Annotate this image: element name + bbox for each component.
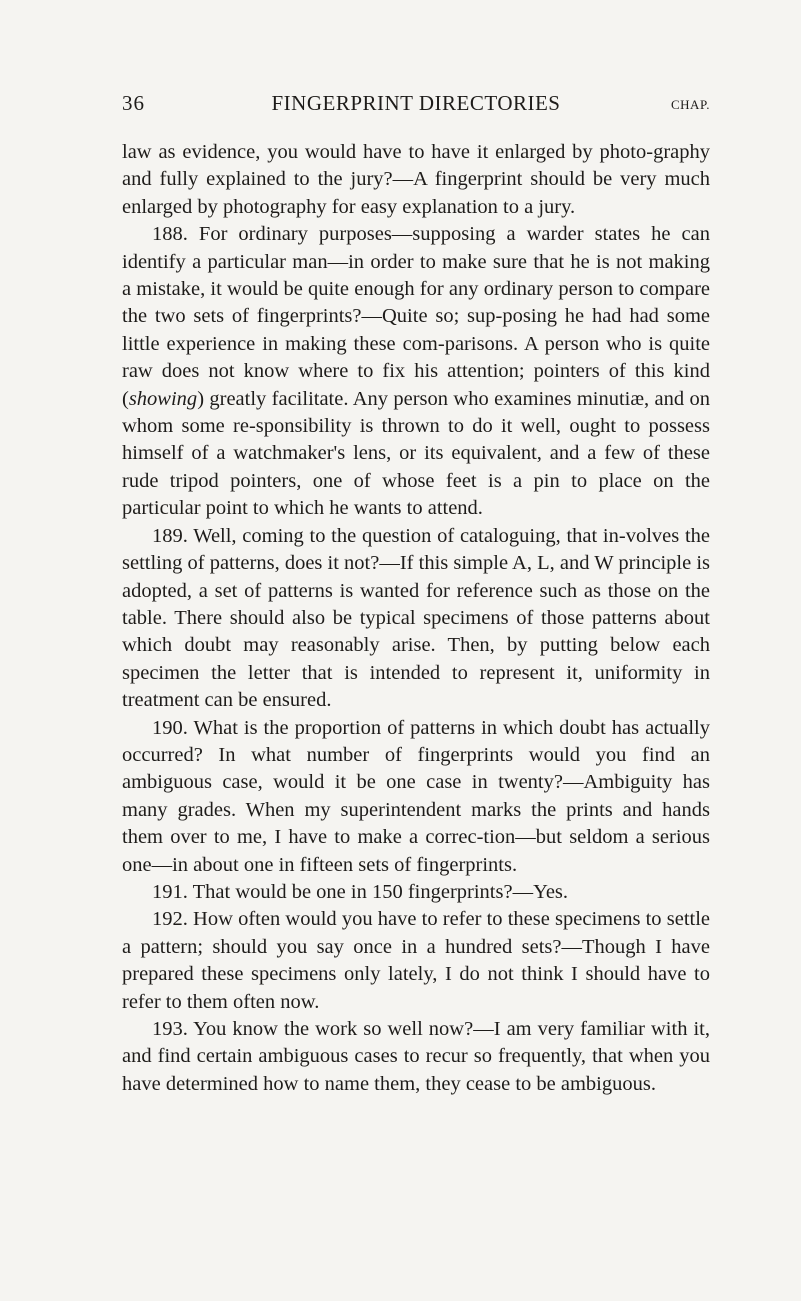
paragraph-question-188: 188. For ordinary purposes—supposing a warder states he can identify a particular man—in order to make sure that he is not making a mistake, it would be quite enough for any ordinary person to compare the two sets of fingerprints?—Quite so; sup-posing he had had some little experience in making these com-parisons. A person who is quite raw does not know where to fix his attention; pointers of this kind (showing) greatly facilitate. Any person who examines minutiæ, and on whom some re-sponsibility is thrown to do it well, ought to possess himself of a watchmaker's lens, or its equivalent, and a few of these rude tripod pointers, one of whose feet is a pin to place on the particular point to which he wants to attend. xyxy=(122,223,710,520)
body-text xyxy=(122,139,710,1098)
running-title: FINGERPRINT DIRECTORIES xyxy=(271,91,561,115)
paragraph-question-192: 192. How often would you have to refer to these specimens to settle a pattern; should you say once in a hundred sets?—Though I have prepared these specimens only lately, I do not think I should have to refer to them often now. xyxy=(122,908,710,1013)
chapter-abbreviation: CHAP. xyxy=(671,97,710,112)
paragraph-question-191: 191. That would be one in 150 fingerprints?—Yes. xyxy=(152,880,569,903)
paragraph-continuation: law as evidence, you would have to have it enlarged by photo-graphy and fully explained to the jury?—A fingerprint should be very much enlarged by photography for easy explanation to a jury. xyxy=(122,141,710,218)
italic-term: showing xyxy=(128,387,198,410)
paragraph-question-193: 193. You know the work so well now?—I am very familiar with it, and find certain ambiguous cases to recur so frequently, that when you have determined how to name them, they cease to be ambiguous. xyxy=(122,1018,710,1095)
page-number: 36 xyxy=(122,91,145,115)
paragraph-question-189: 189. Well, coming to the question of cataloguing, that in-volves the settling of patterns, does it not?—If this simple A, L, and W principle is adopted, a set of patterns is wanted for reference such as those on the table. There should also be typical specimens of those patterns about which doubt may reasonably arise. Then, by putting below each specimen the letter that is intended to represent it, uniformity in treatment can be ensured. xyxy=(122,524,710,712)
paragraph-question-190: 190. What is the proportion of patterns in which doubt has actually occurred? In what number of fingerprints would you find an ambiguous case, would it be one case in twenty?—Ambiguity has many grades. When my superintendent marks the prints and hands them over to me, I have to make a correc-tion—but seldom a serious one—in about one in fifteen sets of fingerprints. xyxy=(122,716,710,876)
running-head xyxy=(122,88,710,118)
